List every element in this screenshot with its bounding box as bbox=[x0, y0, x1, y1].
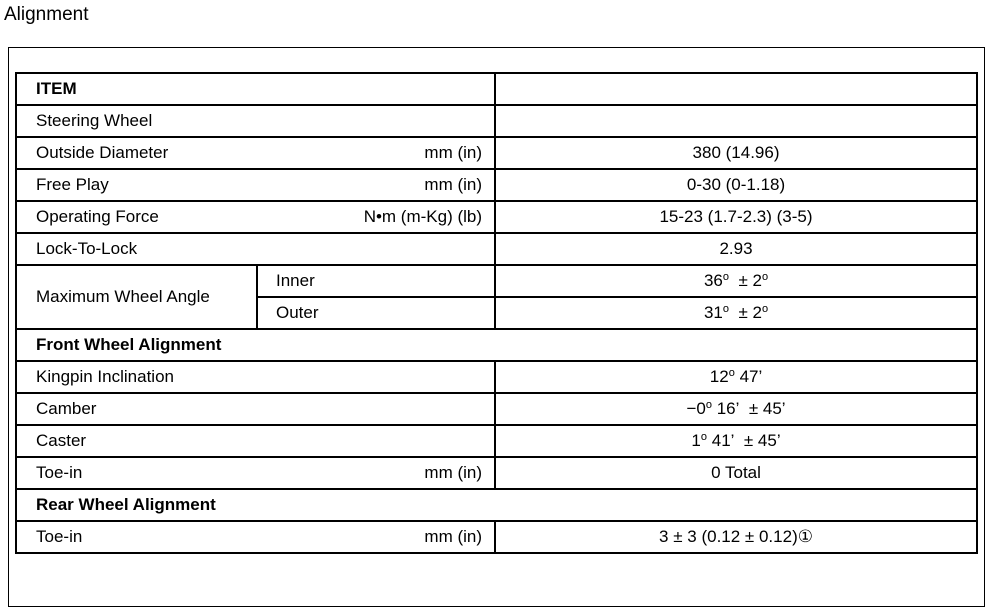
degree-value: −0 bbox=[686, 399, 706, 418]
row-unit: N•m (m-Kg) (lb) bbox=[363, 207, 483, 226]
page-title: Alignment bbox=[4, 4, 89, 25]
row-label: Outside Diameter bbox=[36, 143, 169, 162]
row-label: Toe-in bbox=[36, 463, 83, 482]
table-row bbox=[16, 425, 977, 457]
section-row bbox=[16, 489, 977, 521]
front-toe-in-cell bbox=[16, 457, 495, 489]
row-value: 2.93 bbox=[495, 233, 977, 265]
empty-cell bbox=[495, 105, 977, 137]
row-value: 15-23 (1.7-2.3) (3-5) bbox=[495, 201, 977, 233]
degree-symbol: o bbox=[728, 367, 735, 379]
degree-value: 36 bbox=[703, 271, 723, 290]
table-header-row bbox=[16, 73, 977, 105]
camber-value bbox=[495, 393, 977, 425]
degree-symbol: o bbox=[705, 399, 712, 411]
outside-diameter-cell bbox=[16, 137, 495, 169]
row-label: Camber bbox=[16, 393, 495, 425]
table-row bbox=[16, 521, 977, 553]
minutes-value: 47’ bbox=[739, 367, 763, 386]
rear-toe-in-cell bbox=[16, 521, 495, 553]
front-section-title: Front Wheel Alignment bbox=[16, 329, 977, 361]
degree-symbol: o bbox=[761, 303, 769, 315]
value-header bbox=[495, 73, 977, 105]
degree-symbol: o bbox=[700, 431, 707, 443]
kingpin-value bbox=[495, 361, 977, 393]
steering-wheel-label: Steering Wheel bbox=[16, 105, 495, 137]
minutes-value: 16’ bbox=[716, 399, 740, 418]
operating-force-cell bbox=[16, 201, 495, 233]
table-row bbox=[16, 361, 977, 393]
item-header: ITEM bbox=[16, 73, 495, 105]
row-value: 380 (14.96) bbox=[495, 137, 977, 169]
table-row bbox=[16, 137, 977, 169]
row-unit: mm (in) bbox=[424, 463, 483, 482]
rear-section-title: Rear Wheel Alignment bbox=[16, 489, 977, 521]
table-row bbox=[16, 393, 977, 425]
degree-value: 12 bbox=[709, 367, 729, 386]
table-row bbox=[16, 265, 977, 297]
outer-label: Outer bbox=[257, 297, 495, 329]
tolerance-value: ± 45’ bbox=[748, 399, 786, 418]
table-row bbox=[16, 457, 977, 489]
max-wheel-angle-label: Maximum Wheel Angle bbox=[16, 265, 257, 329]
degree-value: 1 bbox=[691, 431, 701, 450]
section-row bbox=[16, 329, 977, 361]
inner-value bbox=[495, 265, 977, 297]
row-unit: mm (in) bbox=[424, 143, 483, 162]
row-value: 0-30 (0-1.18) bbox=[495, 169, 977, 201]
degree-symbol: o bbox=[761, 271, 769, 283]
row-unit: mm (in) bbox=[424, 527, 483, 546]
table-row bbox=[16, 169, 977, 201]
free-play-cell bbox=[16, 169, 495, 201]
tolerance-value: ± 45’ bbox=[743, 431, 781, 450]
row-value: 0 Total bbox=[495, 457, 977, 489]
outer-value bbox=[495, 297, 977, 329]
row-label: Toe-in bbox=[36, 527, 83, 546]
row-label: Caster bbox=[16, 425, 495, 457]
degree-symbol: o bbox=[722, 303, 729, 315]
alignment-spec-table bbox=[15, 72, 978, 554]
row-label: Free Play bbox=[36, 175, 109, 194]
table-row bbox=[16, 105, 977, 137]
minutes-value: 41’ bbox=[711, 431, 735, 450]
tolerance-value: ± 2 bbox=[738, 303, 762, 322]
row-value: 3 ± 3 (0.12 ± 0.12)① bbox=[495, 521, 977, 553]
table-row bbox=[16, 233, 977, 265]
table-row bbox=[16, 201, 977, 233]
row-unit: mm (in) bbox=[424, 175, 483, 194]
tolerance-value: ± 2 bbox=[738, 271, 762, 290]
row-label: Kingpin Inclination bbox=[16, 361, 495, 393]
row-label: Lock-To-Lock bbox=[16, 233, 495, 265]
caster-value bbox=[495, 425, 977, 457]
inner-label: Inner bbox=[257, 265, 495, 297]
degree-symbol: o bbox=[722, 271, 729, 283]
degree-value: 31 bbox=[703, 303, 723, 322]
row-label: Operating Force bbox=[36, 207, 159, 226]
